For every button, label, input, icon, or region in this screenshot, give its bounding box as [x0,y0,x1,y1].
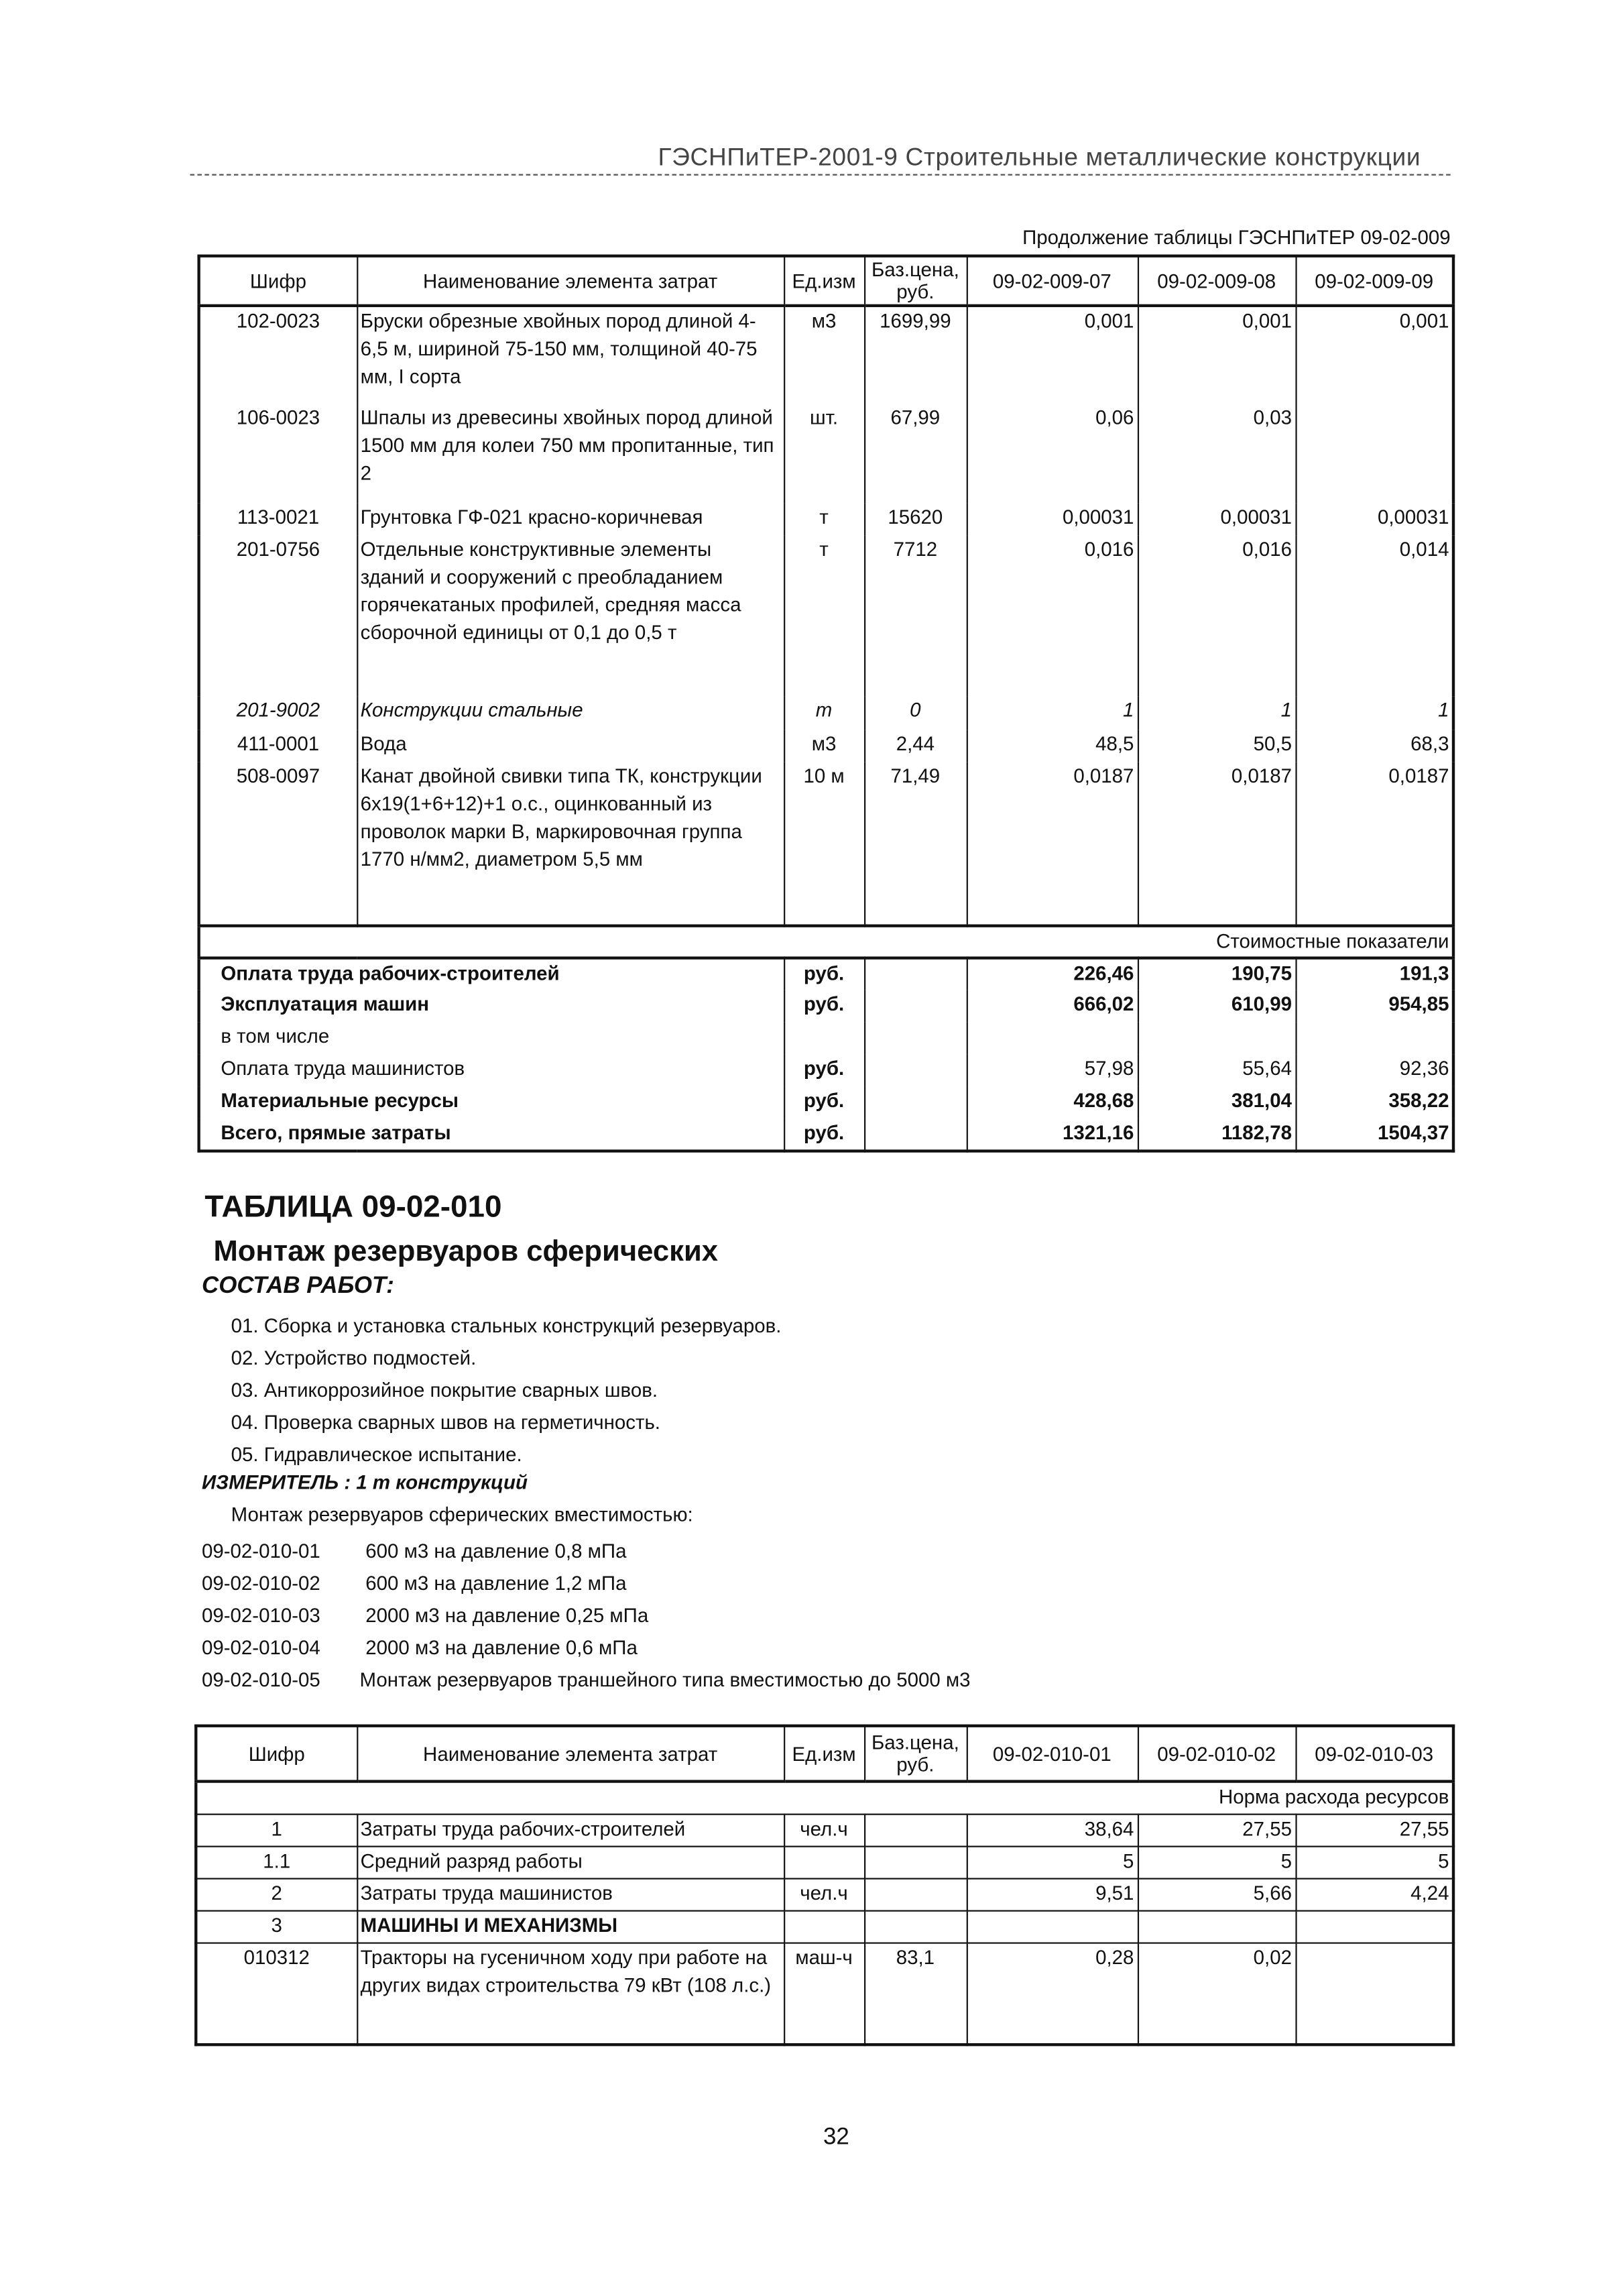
code-cell: 201-0756 [199,535,357,696]
column-header: Ед.изм [784,1726,864,1782]
item-text: Монтаж резервуаров траншейного типа вместимостью до 5000 м3 [359,1668,971,1691]
name-cell: Тракторы на гусеничном ходу при работе на других видах строительства 79 кВт (108 л.с.) [357,1943,784,2045]
code-cell: 102-0023 [199,306,357,404]
table-row [196,1878,1453,1910]
name-cell: Оплата труда рабочих-строителей [199,958,784,990]
table-row [199,535,1453,696]
price-cell: 7712 [864,535,967,696]
value-cell: 48,5 [967,730,1138,762]
section-subtitle: Монтаж резервуаров сферических [213,1236,719,1269]
unit-cell: т [784,503,864,535]
table-row [196,1846,1453,1878]
price-cell [864,1814,967,1846]
code-cell: 1 [196,1814,357,1846]
column-header: Наименование элемента затрат [357,256,784,306]
name-cell: Шпалы из древесины хвойных пород длиной 1500 мм для колеи 750 мм пропитанные, тип 2 [357,404,784,503]
item-text: 2000 м3 на давление 0,6 мПа [365,1636,638,1659]
price-cell [864,1023,967,1055]
value-cell [967,1023,1138,1055]
code-cell: 508-0097 [199,762,357,925]
code-cell: 106-0023 [199,404,357,503]
name-cell: Затраты труда рабочих-строителей [357,1814,784,1846]
item-code: 09-02-010-02 [201,1572,320,1595]
price-cell: 0 [864,696,967,730]
price-cell: 1699,99 [864,306,967,404]
value-cell: 0,00031 [1295,503,1453,535]
value-cell: 68,3 [1295,730,1453,762]
totals-row [199,1119,1453,1151]
code-cell: 1.1 [196,1846,357,1878]
price-cell [864,1055,967,1087]
name-cell: Материальные ресурсы [199,1087,784,1119]
unit-cell [784,1910,864,1943]
column-header: Баз.цена, руб. [864,1726,967,1782]
value-cell: 0,03 [1138,404,1296,503]
value-cell [1138,1023,1296,1055]
column-header: Ед.изм [784,256,864,306]
item-text: 600 м3 на давление 0,8 мПа [365,1540,627,1562]
measure-label: ИЗМЕРИТЕЛЬ : 1 т конструкций [201,1471,528,1493]
header-rule [190,174,1451,176]
value-cell [1295,1023,1453,1055]
section-label: Норма расхода ресурсов [196,1782,1453,1814]
price-cell [864,1119,967,1151]
column-header: 09-02-010-02 [1138,1726,1296,1782]
price-cell: 83,1 [864,1943,967,2045]
totals-row [199,1087,1453,1119]
table1-caption: Продолжение таблицы ГЭСНПиТЕР 09-02-009 [1022,227,1451,249]
unit-cell: руб. [784,958,864,990]
column-header: 09-02-009-07 [967,256,1138,306]
name-cell: Оплата труда машинистов [199,1055,784,1087]
column-header: 09-02-009-09 [1295,256,1453,306]
unit-cell: т [784,535,864,696]
name-cell: Бруски обрезные хвойных пород длиной 4-6,5 м, шириной 75-150 мм, толщиной 40-75 мм, I сорта [357,306,784,404]
totals-row [199,990,1453,1023]
unit-cell: руб. [784,1087,864,1119]
value-cell: 5,66 [1138,1878,1296,1910]
work-item: 04. Проверка сварных швов на герметичность. [231,1411,661,1434]
table-row [199,730,1453,762]
item-row [202,1600,971,1632]
table-row [196,1943,1453,2045]
table-row [199,404,1453,503]
unit-cell [784,1846,864,1878]
column-header: Шифр [196,1726,357,1782]
value-cell [1295,404,1453,503]
value-cell: 0,0187 [1295,762,1453,925]
price-cell [864,990,967,1023]
value-cell: 9,51 [967,1878,1138,1910]
value-cell: 0,001 [1138,306,1296,404]
item-code: 09-02-010-03 [201,1604,320,1627]
price-cell: 2,44 [864,730,967,762]
unit-cell: м3 [784,730,864,762]
value-cell: 666,02 [967,990,1138,1023]
price-cell: 71,49 [864,762,967,925]
column-header: Наименование элемента затрат [357,1726,784,1782]
value-cell: 0,014 [1295,535,1453,696]
value-cell: 1182,78 [1138,1119,1296,1151]
value-cell: 0,28 [967,1943,1138,2045]
works-list [231,1310,782,1471]
value-cell: 55,64 [1138,1055,1296,1087]
item-code: 09-02-010-01 [201,1540,320,1562]
code-cell: 411-0001 [199,730,357,762]
value-cell: 27,55 [1295,1814,1453,1846]
table-title: ТАБЛИЦА 09-02-010 [204,1190,502,1224]
value-cell: 381,04 [1138,1087,1296,1119]
value-cell [1295,1910,1453,1943]
value-cell: 226,46 [967,958,1138,990]
value-cell: 0,02 [1138,1943,1296,2045]
table-row [199,696,1453,730]
section-label: Стоимостные показатели [199,926,1453,958]
value-cell: 27,55 [1138,1814,1296,1846]
code-cell: 2 [196,1878,357,1910]
value-cell: 1 [1295,696,1453,730]
table-09-02-009-continued [197,255,1455,1153]
name-cell: Грунтовка ГФ-021 красно-коричневая [357,503,784,535]
unit-cell: 10 м [784,762,864,925]
column-header: 09-02-010-03 [1295,1726,1453,1782]
value-cell: 0,001 [967,306,1138,404]
totals-row [199,1023,1453,1055]
unit-cell [784,1023,864,1055]
unit-cell: маш-ч [784,1943,864,2045]
value-cell: 5 [1138,1846,1296,1878]
item-code: 09-02-010-04 [201,1636,320,1659]
table-row [199,306,1453,404]
value-cell: 1504,37 [1295,1119,1453,1151]
value-cell: 1 [967,696,1138,730]
value-cell: 0,0187 [967,762,1138,925]
name-cell: Отдельные конструктивные элементы зданий и сооружений с преобладанием горячекатаных профилей, средняя масса сборочной единицы от 0,1 до 0,5 т [357,535,784,696]
value-cell: 38,64 [967,1814,1138,1846]
item-row [202,1632,971,1664]
totals-row [199,1055,1453,1087]
value-cell: 4,24 [1295,1878,1453,1910]
table-row [199,762,1453,925]
code-cell: 201-9002 [199,696,357,730]
item-row [202,1664,971,1697]
value-cell: 92,36 [1295,1055,1453,1087]
name-cell: Средний разряд работы [357,1846,784,1878]
name-cell: Эксплуатация машин [199,990,784,1023]
column-header: Шифр [199,256,357,306]
unit-cell: руб. [784,990,864,1023]
code-cell: 3 [196,1910,357,1943]
totals-row [199,958,1453,990]
name-cell: в том числе [199,1023,784,1055]
table-row [199,503,1453,535]
value-cell: 1 [1138,696,1296,730]
value-cell: 5 [967,1846,1138,1878]
running-header: ГЭСНПиТЕР-2001-9 Строительные металлические конструкции [658,143,1421,172]
unit-cell: руб. [784,1055,864,1087]
work-item: 03. Антикоррозийное покрытие сварных швов. [231,1379,658,1401]
work-item: 02. Устройство подмостей. [231,1346,477,1369]
code-cell: 113-0021 [199,503,357,535]
value-cell [967,1910,1138,1943]
name-cell: Всего, прямые затраты [199,1119,784,1151]
item-text: 600 м3 на давление 1,2 мПа [365,1572,627,1595]
unit-cell: чел.ч [784,1814,864,1846]
value-cell: 610,99 [1138,990,1296,1023]
item-row [202,1568,971,1600]
name-cell: Вода [357,730,784,762]
unit-cell: чел.ч [784,1878,864,1910]
value-cell: 50,5 [1138,730,1296,762]
item-code: 09-02-010-05 [201,1668,320,1691]
table-09-02-010 [194,1725,1455,2047]
value-cell: 0,016 [967,535,1138,696]
column-header: Баз.цена, руб. [864,256,967,306]
price-cell: 67,99 [864,404,967,503]
table-row [196,1910,1453,1943]
item-row [202,1536,971,1568]
value-cell: 57,98 [967,1055,1138,1087]
value-cell: 428,68 [967,1087,1138,1119]
value-cell: 1321,16 [967,1119,1138,1151]
value-cell: 0,001 [1295,306,1453,404]
work-item: 05. Гидравлическое испытание. [231,1443,522,1466]
item-text: 2000 м3 на давление 0,25 мПа [365,1604,649,1627]
unit-cell: руб. [784,1119,864,1151]
name-cell: Конструкции стальные [357,696,784,730]
unit-cell: м3 [784,306,864,404]
name-cell: Затраты труда машинистов [357,1878,784,1910]
name-cell: МАШИНЫ И МЕХАНИЗМЫ [357,1910,784,1943]
items-intro: Монтаж резервуаров сферических вместимостью: [231,1503,693,1526]
items-list [202,1536,971,1697]
price-cell [864,1910,967,1943]
value-cell: 358,22 [1295,1087,1453,1119]
work-item: 01. Сборка и установка стальных конструкций резервуаров. [231,1314,782,1337]
unit-cell: т [784,696,864,730]
value-cell: 0,06 [967,404,1138,503]
name-cell: Канат двойной свивки типа ТК, конструкции 6х19(1+6+12)+1 о.с., оцинкованный из проволок марки В, маркировочная группа 1770 н/мм2, диаметром 5,5 мм [357,762,784,925]
value-cell: 0,016 [1138,535,1296,696]
page-number: 32 [823,2125,849,2150]
price-cell: 15620 [864,503,967,535]
value-cell: 954,85 [1295,990,1453,1023]
value-cell: 0,00031 [1138,503,1296,535]
column-header: 09-02-010-01 [967,1726,1138,1782]
value-cell: 0,0187 [1138,762,1296,925]
price-cell [864,1087,967,1119]
table-row [196,1814,1453,1846]
price-cell [864,1878,967,1910]
code-cell: 010312 [196,1943,357,2045]
price-cell [864,958,967,990]
value-cell: 190,75 [1138,958,1296,990]
value-cell [1138,1910,1296,1943]
column-header: 09-02-009-08 [1138,256,1296,306]
unit-cell: шт. [784,404,864,503]
price-cell [864,1846,967,1878]
value-cell [1295,1943,1453,2045]
value-cell: 0,00031 [967,503,1138,535]
value-cell: 191,3 [1295,958,1453,990]
value-cell: 5 [1295,1846,1453,1878]
works-label: СОСТАВ РАБОТ: [201,1273,394,1299]
